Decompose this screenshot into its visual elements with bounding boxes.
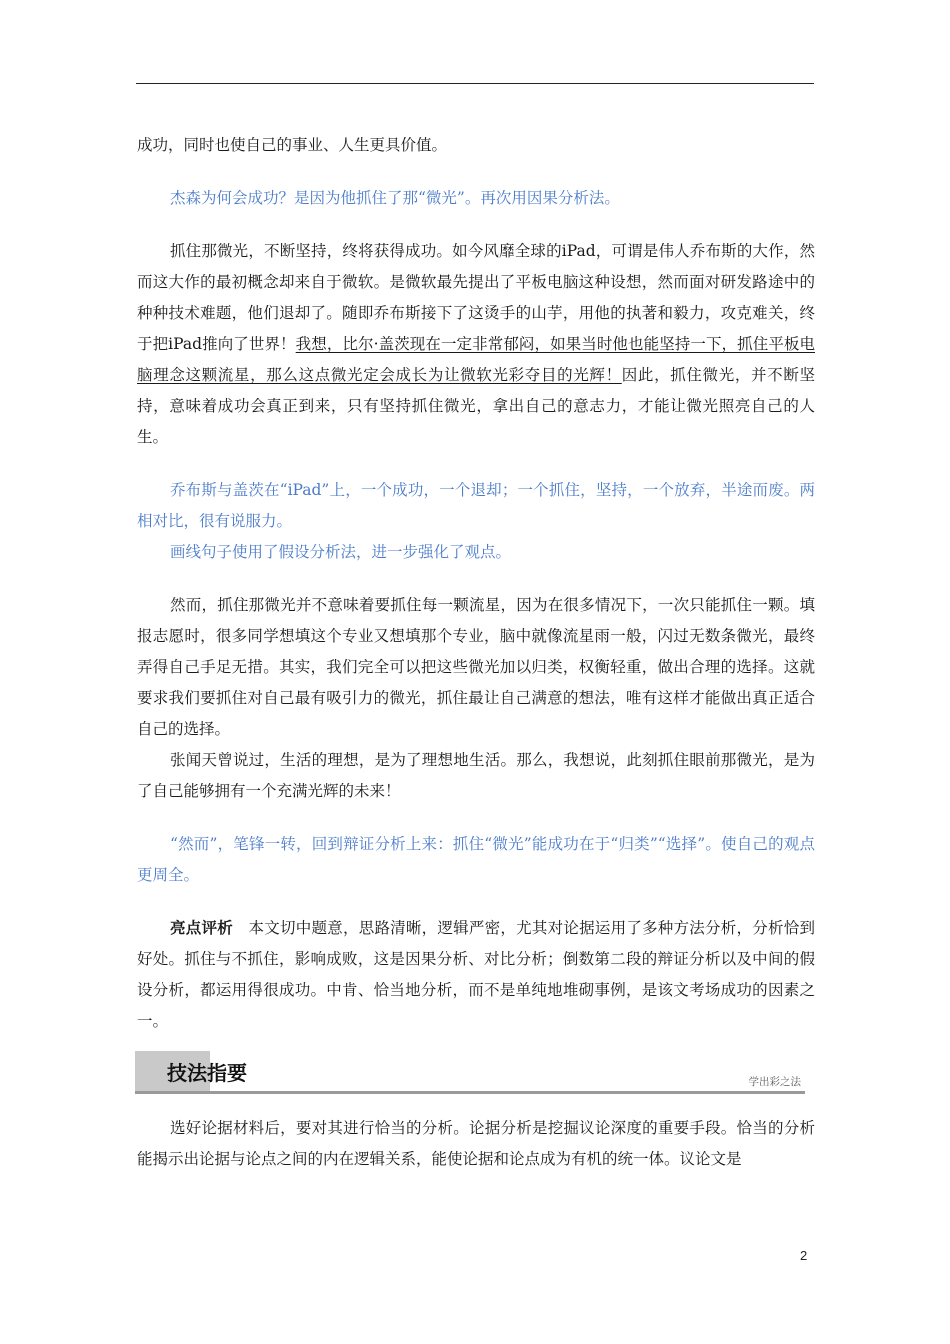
document-body (137, 130, 815, 1175)
paragraph-quote: 张闻天曾说过，生活的理想，是为了理想地生活。那么，我想说，此刻抓住眼前那微光，是为了自己能够拥有一个充满光辉的未来！ (137, 751, 815, 800)
review-text: 本文切中题意，思路清晰，逻辑严密，尤其对论据运用了多种方法分析，分析恰到好处。抓住与不抓住，影响成败，这是因果分析、对比分析；倒数第二段的辩证分析以及中间的假设分析，都运用得很成功。中肯、恰当地分析，而不是单纯地堆砌事例，是该文考场成功的因素之一。 (137, 919, 815, 1030)
paragraph-persistence (137, 236, 815, 453)
review-label: 亮点评析 (170, 919, 233, 937)
section-paragraph: 选好论据材料后，要对其进行恰当的分析。论据分析是挖掘议论深度的重要手段。恰当的分析能揭示出论据与论点之间的内在逻辑关系，能使论据和论点成为有机的统一体。议论文是 (137, 1119, 815, 1168)
page-number: 2 (800, 1248, 808, 1263)
paragraph-choice: 然而，抓住那微光并不意味着要抓住每一颗流星，因为在很多情况下，一次只能抓住一颗。填报志愿时，很多同学想填这个专业又想填那个专业，脑中就像流星雨一般，闪过无数条微光，最终弄得自己手足无措。其实，我们完全可以把这些微光加以归类，权衡轻重，做出合理的选择。这就要求我们要抓住对自己最有吸引力的微光，抓住最让自己满意的想法，唯有这样才能做出真正适合自己的选择。 (137, 596, 815, 738)
comment-dialectic: “然而”，笔锋一转，回到辩证分析上来：抓住“微光”能成功在于“归类”“选择”。使自己的观点更周全。 (137, 835, 815, 884)
header-rule (136, 83, 814, 84)
review-paragraph (137, 913, 815, 1037)
paragraph-text: 抓住那微光，不断坚持，终将获得成功。如今风靡全球的iPad，可谓是伟人乔布斯的大作，然而这大作的最初概念却来自于微软。是微软最先提出了平板电脑这种设想，然而面对研发路途中的种种技术难题，他们退却了。随即乔布斯接下了这烫手的山芋，用他的执著和毅力，攻克难关，终于把iPad推向了世界！ (137, 242, 815, 353)
comment-causal: 杰森为何会成功？是因为他抓住了那“微光”。再次用因果分析法。 (170, 189, 620, 207)
section-header (135, 1051, 805, 1097)
section-subtitle: 学出彩之法 (748, 1076, 801, 1088)
comment-contrast: 乔布斯与盖茨在“iPad”上，一个成功，一个退却；一个抓住，坚持，一个放弃，半途而废。两相对比，很有说服力。 (137, 481, 815, 530)
paragraph-text: 因此，抓住微光，并不断坚持，意味着成功会真正到来，只有坚持抓住微光，拿出自己的意志力，才能让微光照亮自己的人生。 (137, 366, 815, 446)
section-bar (135, 1091, 805, 1094)
section-title: 技法指要 (167, 1061, 247, 1085)
underlined-sentence: 我想，比尔·盖茨现在一定非常郁闷，如果当时他也能坚持一下，抓住平板电脑理念这颗流星，那么这点微光定会成长为让微软光彩夺目的光辉！ (137, 335, 815, 384)
comment-hypothesis: 画线句子使用了假设分析法，进一步强化了观点。 (170, 543, 512, 561)
paragraph-continuation: 成功，同时也使自己的事业、人生更具价值。 (137, 136, 448, 154)
